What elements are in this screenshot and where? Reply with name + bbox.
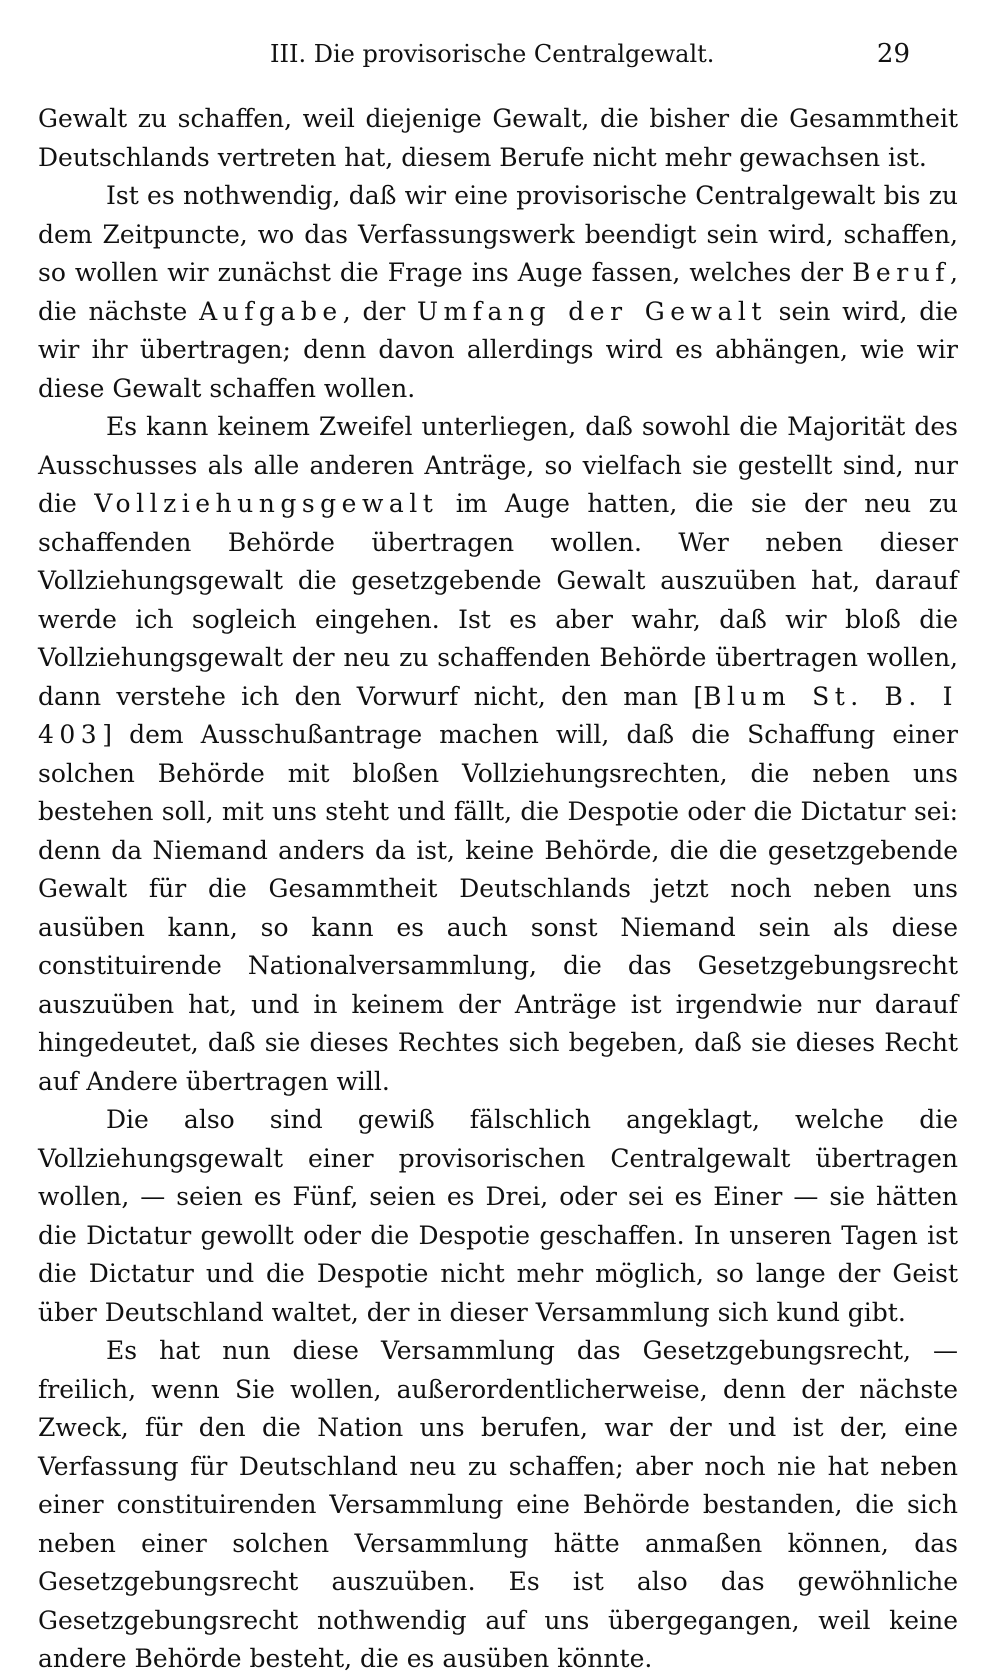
paragraph — [38, 408, 958, 1101]
text-run: im Auge hatten, die sie der neu zu schaffenden Behörde übertragen wollen. Wer neben dieser Vollziehungsgewalt die gesetzgebende Gewalt auszuüben hat, darauf werde ich sogleich eingehen. Ist es aber wahr, daß wir bloß die Vollziehungsgewalt der neu zu schaffenden Behörde übertragen wollen, dann verstehe ich den Vorwurf nicht, den man [ — [38, 489, 958, 711]
text-run: Die also sind gewiß fälschlich angeklagt, welche die Vollziehungsgewalt einer provisorischen Centralgewalt übertragen wollen, — seien es Fünf, seien es Drei, oder sei es Einer — sie hätten die Dictatur gewollt oder die Despotie geschaffen. In unseren Tagen ist die Dictatur und die Despotie nicht mehr möglich, so lange der Geist über Deutschland waltet, der in dieser Versammlung sich kund gibt. — [38, 1105, 958, 1327]
spaced-emphasis: Vollziehungsgewalt — [94, 489, 439, 518]
text-run: Gewalt zu schaffen, weil diejenige Gewalt, die bisher die Gesammtheit Deutschlands vertreten hat, diesem Berufe nicht mehr gewachsen ist. — [38, 104, 958, 172]
paragraph — [38, 1332, 958, 1679]
paragraph — [38, 177, 958, 408]
text-run: Es hat nun diese Versammlung das Gesetzgebungsrecht, — freilich, wenn Sie wollen, außerordentlicherweise, denn der nächste Zweck, für den die Nation uns berufen, war der und ist der, eine Verfassung für Deutschland neu zu schaffen; aber noch nie hat neben einer constituirenden Versammlung eine Behörde bestanden, die sich neben einer solchen Versammlung hätte anmaßen können, das Gesetzgebungsrecht auszuüben. Es ist also das gewöhnliche Gesetzgebungsrecht nothwendig auf uns übergegangen, weil keine andere Behörde besteht, die es ausüben könnte. — [38, 1336, 958, 1673]
text-run: ] dem Ausschußantrage machen will, daß die Schaffung einer solchen Behörde mit bloßen Vollziehungsrechten, die neben uns bestehen soll, mit uns steht und fällt, die Despotie oder die Dictatur sei: denn da Niemand anders da ist, keine Behörde, die die gesetzgebende Gewalt für die Gesammtheit Deutschlands jetzt noch neben uns ausüben kann, so kann es auch sonst Niemand sein als diese constituirende Nationalversammlung, die das Gesetzgebungsrecht auszuüben hat, und in keinem der Anträge ist irgendwie nur darauf hingedeutet, daß sie dieses Rechtes sich begeben, daß sie dieses Recht auf Andere übertragen will. — [38, 720, 958, 1096]
spaced-emphasis: Blum St. B. I 403 — [38, 681, 959, 749]
paragraph — [38, 1101, 958, 1332]
spaced-emphasis: Beruf — [852, 258, 951, 287]
text-run: Es kann keinem Zweifel unterliegen, daß sowohl die Majorität des Ausschusses als alle anderen Anträge, so vielfach sie gestellt sind, nur die — [38, 412, 958, 518]
text-run: , der — [342, 296, 417, 326]
spaced-emphasis: Umfang der Gewalt — [416, 296, 767, 326]
body-text — [38, 100, 958, 1679]
text-run: Ist es nothwendig, daß wir eine provisorische Centralgewalt bis zu dem Zeitpuncte, wo das Verfassungswerk beendigt sein wird, schaffen, so wollen wir zunächst die Frage ins Auge fassen, welches der — [38, 181, 958, 287]
page-number: 29 — [876, 39, 910, 69]
spaced-emphasis: Aufgabe — [199, 296, 343, 326]
text-run: sein wird, die wir ihr übertragen; denn davon allerdings wird es abhängen, wie wir diese Gewalt schaffen wollen. — [38, 296, 959, 403]
paragraph — [38, 100, 958, 177]
text-run: , die nächste — [38, 258, 958, 326]
running-title: III. Die provisorische Centralgewalt. — [270, 40, 715, 68]
